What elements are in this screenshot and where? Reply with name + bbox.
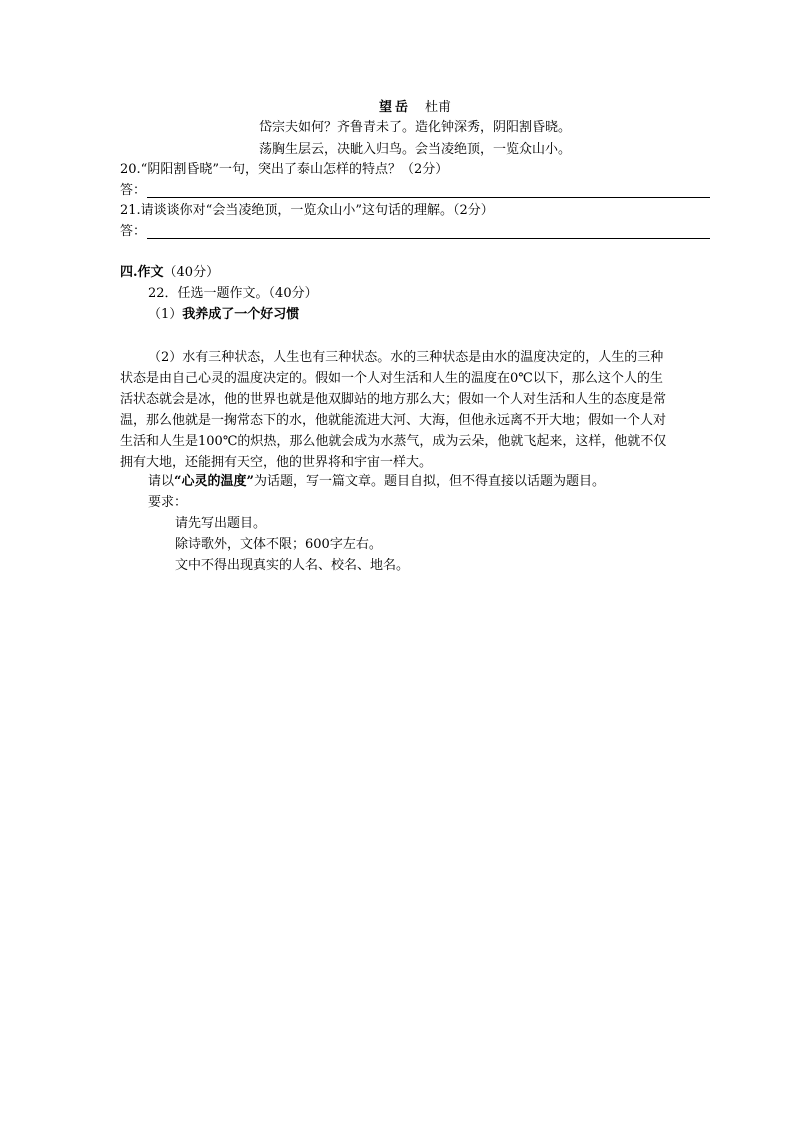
topic-name: “心灵的温度” xyxy=(174,474,254,489)
section-4-heading-line xyxy=(120,263,219,283)
option-2-line: （2）水有三种状态，人生也有三种状态。水的三种状态是由水的温度决定的，人生的三种 xyxy=(148,350,664,365)
answer-20-line[interactable] xyxy=(147,197,710,198)
option-2-line: 温，那么他就是一掬常态下的水，他就能流进大河、大海，但他永远离不开大地；假如一个人对 xyxy=(120,413,667,428)
poem-title: 望岳 xyxy=(378,100,411,115)
poem-line-1: 岱宗夫如何？齐鲁青未了。造化钟深秀，阴阳割昏晓。 xyxy=(258,120,571,135)
requirement-item: 文中不得出现真实的人名、校名、地名。 xyxy=(175,558,410,573)
answer-21-line[interactable] xyxy=(147,238,710,239)
option-2-line: 活状态就会是冰，他的世界也就是他双脚站的地方那么大；假如一个人对生活和人生的态度是常 xyxy=(120,392,667,407)
requirement-item: 除诗歌外，文体不限；600字左右。 xyxy=(175,537,382,552)
option-2-line: 拥有大地，还能拥有天空，他的世界将和宇宙一样大。 xyxy=(120,455,433,470)
poem-title-line xyxy=(120,98,710,118)
section-4-heading: 四.作文 xyxy=(120,265,164,280)
topic-suffix: 为话题，写一篇文章。题目自拟，但不得直接以话题为题目。 xyxy=(253,474,605,489)
answer-21[interactable] xyxy=(120,222,710,242)
option-1-number: （1） xyxy=(148,307,183,322)
answer-20[interactable] xyxy=(120,181,710,201)
question-21: 21.请谈谈你对“会当凌绝顶，一览众山小”这句话的理解。（2分） xyxy=(120,203,494,218)
topic-instruction xyxy=(148,472,605,492)
answer-21-label: 答： xyxy=(120,224,147,239)
requirements-label: 要求： xyxy=(148,495,188,510)
option-1-line xyxy=(148,305,299,325)
requirement-item: 请先写出题目。 xyxy=(175,516,267,531)
option-2-paragraph xyxy=(120,347,710,473)
topic-prefix: 请以 xyxy=(148,474,175,489)
option-2-line: 状态是由自己心灵的温度决定的。假如一个人对生活和人生的温度在0℃以下，那么这个人的生 xyxy=(120,371,663,386)
question-22: 22．任选一题作文。（40分） xyxy=(148,286,318,301)
section-4-score: （40分） xyxy=(163,265,220,280)
option-1-title: 我养成了一个好习惯 xyxy=(182,307,300,322)
poem-author: 杜甫 xyxy=(425,100,452,115)
question-20: 20.“阴阳割昏晓”一句，突出了泰山怎样的特点？（2分） xyxy=(120,162,449,177)
answer-20-label: 答： xyxy=(120,183,147,198)
poem-line-2: 荡胸生层云，决眦入归鸟。会当凌绝顶，一览众山小。 xyxy=(258,142,571,157)
option-2-line: 生活和人生是100℃的炽热，那么他就会成为水蒸气，成为云朵，他就飞起来，这样，他就不仅 xyxy=(120,434,667,449)
